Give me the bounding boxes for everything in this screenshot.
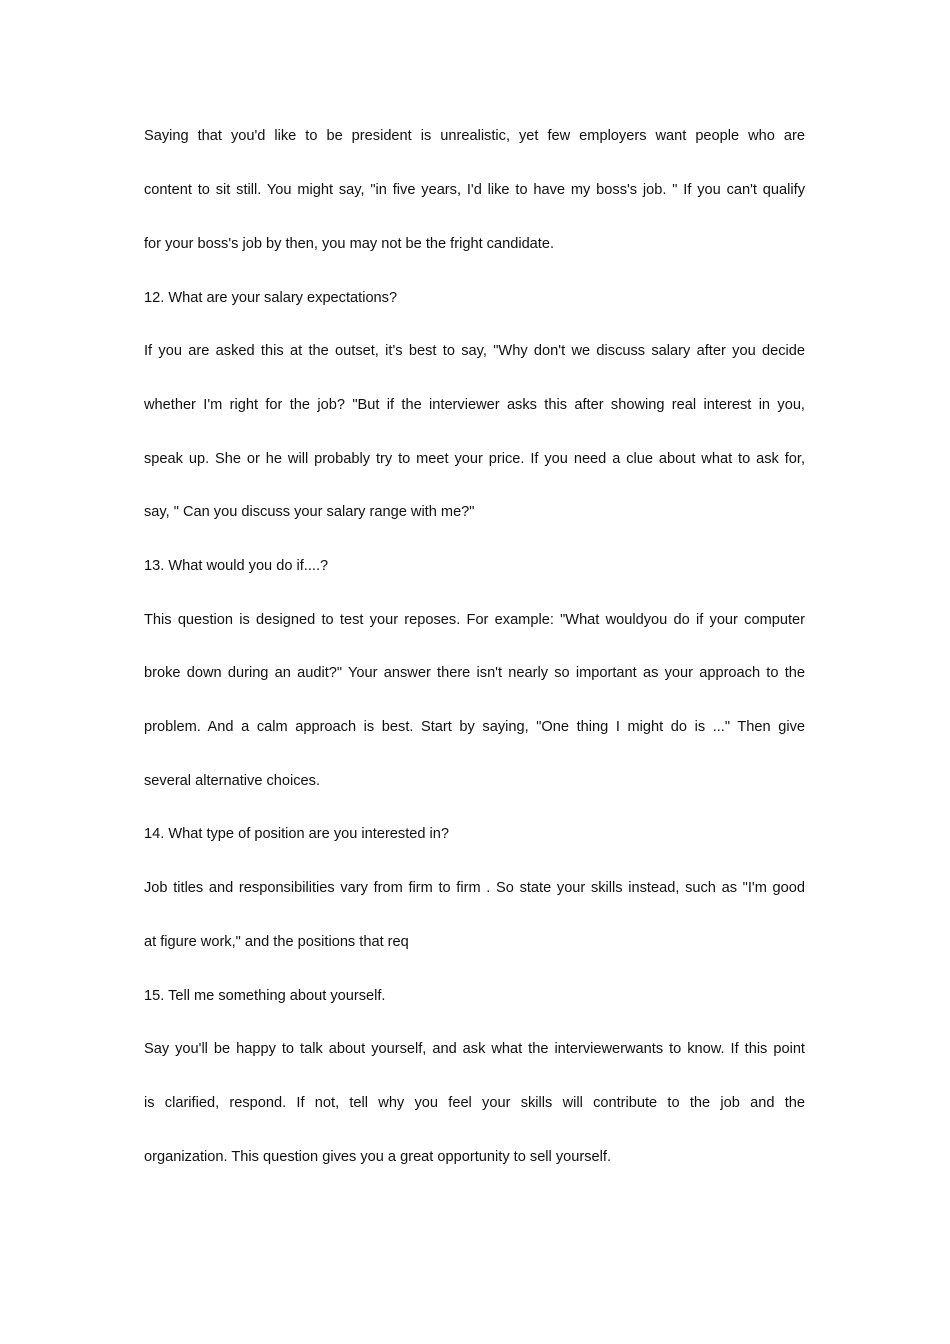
paragraph-line: organization. This question gives you a great opportunity to sell yourself. (144, 1149, 611, 1165)
question-heading: 13. What would you do if....? (144, 558, 329, 574)
question-heading: 15. Tell me something about yourself. (144, 988, 386, 1004)
paragraph-line: is clarified, respond. If not, tell why you feel your skills will contribute to the job and the (144, 1095, 805, 1111)
paragraph-line: whether I'm right for the job? "But if the interviewer asks this after showing real interest in you, (144, 397, 805, 413)
paragraph-line: for your boss's job by then, you may not be the fright candidate. (144, 236, 555, 252)
paragraph-line: content to sit still. You might say, "in five years, I'd like to have my boss's job. " If you can't qualify (144, 182, 805, 198)
paragraph-line: Saying that you'd like to be president is unrealistic, yet few employers want people who are (144, 128, 805, 144)
question-heading: 14. What type of position are you interested in? (144, 826, 450, 842)
paragraph-line: If you are asked this at the outset, it's best to say, "Why don't we discuss salary after you decide (144, 343, 805, 359)
paragraph-line: Say you'll be happy to talk about yourself, and ask what the interviewerwants to know. If this point (144, 1041, 805, 1057)
paragraph-line: problem. And a calm approach is best. Start by saying, "One thing I might do is ..." Then give (144, 719, 805, 735)
paragraph-line: at figure work," and the positions that req (144, 934, 409, 950)
paragraph-line: broke down during an audit?" Your answer there isn't nearly so important as your approach to the (144, 665, 805, 681)
question-heading: 12. What are your salary expectations? (144, 290, 398, 306)
paragraph-line: speak up. She or he will probably try to meet your price. If you need a clue about what to ask for, (144, 451, 805, 467)
paragraph-line: This question is designed to test your reposes. For example: "What wouldyou do if your computer (144, 612, 805, 628)
paragraph-line: several alternative choices. (144, 773, 321, 789)
paragraph-line: Job titles and responsibilities vary from firm to firm . So state your skills instead, such as "I'm good (144, 880, 805, 896)
paragraph-line: say, " Can you discuss your salary range with me?" (144, 504, 475, 520)
